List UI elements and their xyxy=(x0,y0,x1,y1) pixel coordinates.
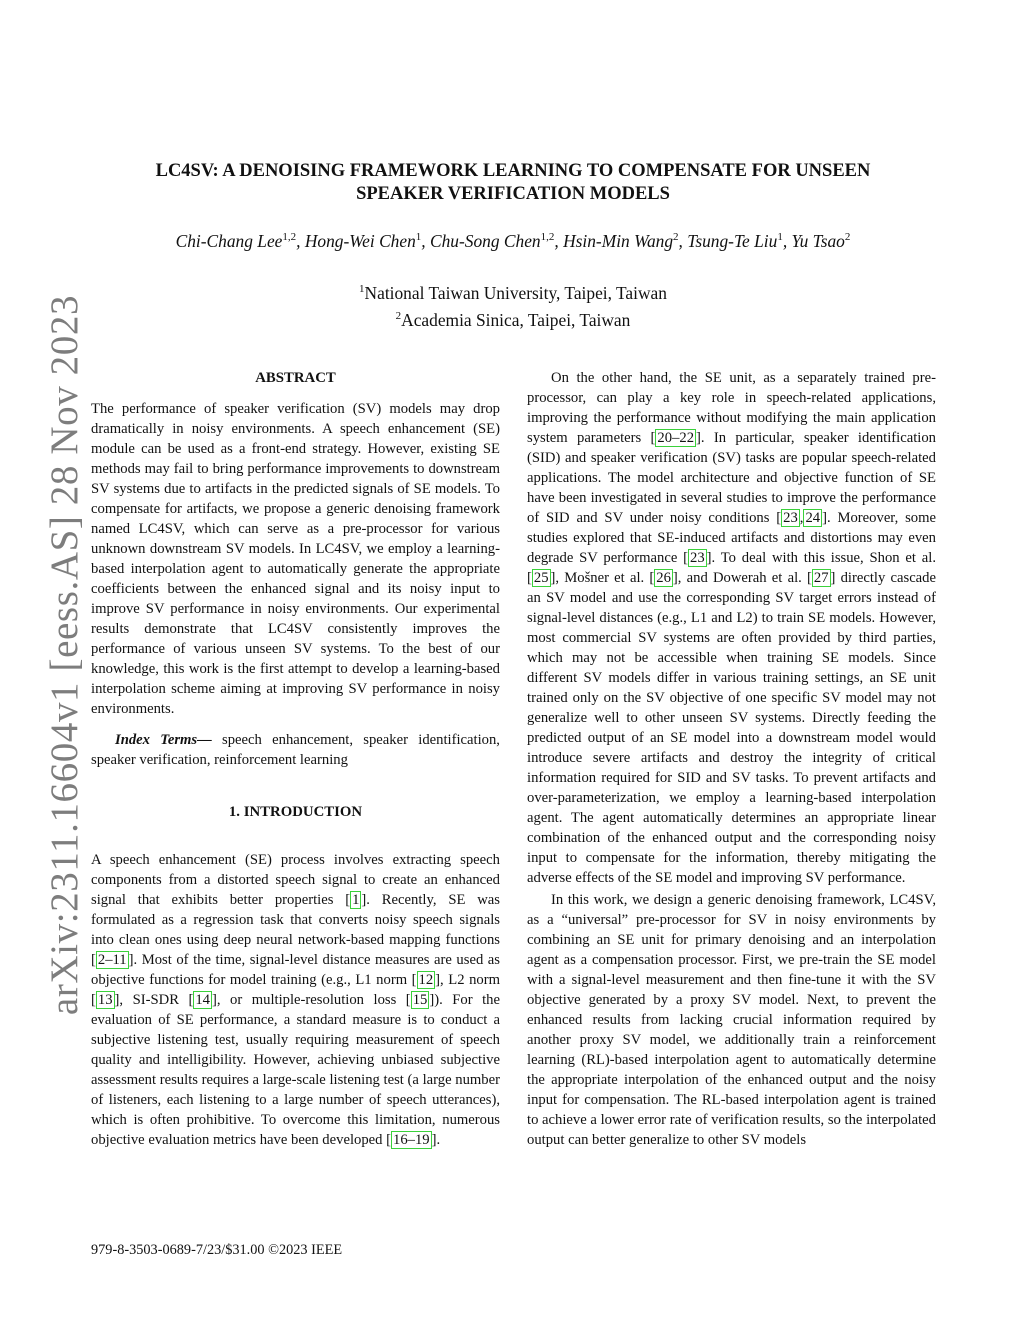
affiliation-mark: 2 xyxy=(395,309,402,322)
right-column xyxy=(527,368,936,1150)
citation-link[interactable]: 27 xyxy=(813,570,829,586)
author: Chi-Chang Lee xyxy=(175,231,283,251)
index-terms xyxy=(91,730,500,770)
citation-link[interactable]: 23 xyxy=(690,550,705,566)
affiliation-list xyxy=(90,278,936,332)
citation-link[interactable]: 25 xyxy=(533,570,549,586)
abstract-text: The performance of speaker verification (SV) models may drop dramatically in noisy environments. A speech enhancement (SE) module can be used as a front-end strategy. However, existing SE methods may fail to bring performance improvements to downstream SV systems due to artifacts in the predicted signals of SE models. To compensate for artifacts, we propose a generic denoising framework named LC4SV, which can serve as a pre-processor for various unknown downstream SV models. In LC4SV, we employ a learning-based interpolation agent to automatically generate the appropriate coefficients between the enhanced signal and its noisy input to improve SV performance in noisy environments. Our experimental results demonstrate that LC4SV consistently improves the performance of various unseen SV systems. To the best of our knowledge, this work is the first attempt to develop a learning-based interpolation scheme aiming at improving SV performance in noisy environments. xyxy=(91,401,500,717)
affiliation xyxy=(90,305,936,332)
citation-link[interactable]: 1 xyxy=(352,892,360,908)
citation-link[interactable]: 14 xyxy=(195,992,210,1008)
author: Hsin-Min Wang xyxy=(563,231,674,251)
copyright-footer: 979-8-3503-0689-7/23/$31.00 ©2023 IEEE xyxy=(91,1242,343,1258)
citation-link[interactable]: 20–22 xyxy=(657,430,695,446)
author: Chu-Song Chen xyxy=(429,231,541,251)
paper-title xyxy=(90,160,936,206)
citation-link[interactable]: 15 xyxy=(412,992,428,1008)
author-list: Chi-Chang Lee$^{1,2}$, Hong-Wei Chen$^1$, Chu-Song Chen$^{1,2}$, Hsin-Min Wang$^2$, Tsung-Te Liu$^1$, Yu Tsao$^2$ xyxy=(175,231,851,251)
citation-link[interactable]: 23 xyxy=(783,510,798,526)
author-affiliation-mark: 2 xyxy=(673,231,679,244)
intro-paragraph-3: In this work, we design a generic denoising framework, LC4SV, as a “universal” pre-processor for SV in noisy environments by combining an SE unit for primary denoising and an interpolation agent as a compensation processor. First, we pre-train the SE model with a signal-level measurement and then fine-tune it with the SV objective generated by a proxy SV model. Next, to prevent the enhanced results from lacking crucial information required by another proxy SV model, we additionally train a reinforcement learning (RL)-based interpolation agent to automatically determine the appropriate interpolation of the enhanced output and the noisy input for compensation. The RL-based interpolation agent is trained to achieve a lower error rate of verification results, so the interpolated output can better generalize to other SV models xyxy=(527,892,936,1148)
citation-link[interactable]: 24 xyxy=(805,510,821,526)
intro-paragraph-2: On the other hand, the SE unit, as a separately trained pre-processor, can play a key role in speech-related applications, improving the performance without modifying the main application system parameters [ 20–22 ]. In particular, speaker identification (SID) and speaker verification (SV) tasks are popular speech-related applications. The model architecture and objective function of SE have been investigated in several studies to improve the performance of SID and SV under noisy conditions [ 23 , 24 ]. Moreover, some studies explored that SE-induced artifacts and distortions may even degrade SV performance [ 23 ]. To deal with this issue, Shon et al. [ 25 ], Mošner et al. [ 26 ], and Dowerah et al. [ 27 ] directly cascade an SV model and use the corresponding SV target errors instead of signal-level distances (e.g., L1 and L2) to train SE models. However, most commercial SV systems are often provided by third parties, which may not be accessible when training SE models. Since different SV models differ in various training settings, an SE unit trained only on the SV objective of one specific SV model may not generalize well to other unseen SV systems. Directly feeding the predicted output of an SE model into a downstream model would introduce severe artifacts and destroy the integrity of critical information required for SID and SV tasks. To prevent artifacts and over-parameterization, we employ a learning-based interpolation agent. The agent automatically determines an appropriate linear combination of the enhanced output and the corresponding noisy input to compensate for the information, thereby mitigating the adverse effects of the SE model and improving SV performance. xyxy=(527,370,937,886)
author: Yu Tsao xyxy=(791,231,845,251)
author-affiliation-mark: 1 xyxy=(415,231,422,244)
citation-link[interactable]: 16–19 xyxy=(393,1132,430,1148)
title-line-2: SPEAKER VERIFICATION MODELS xyxy=(356,184,670,204)
author-affiliation-mark: 1 xyxy=(777,231,783,244)
intro-paragraph-1: A speech enhancement (SE) process involves extracting speech components from a distorted speech signal to create an enhanced signal that exhibits better properties [ 1 ]. Recently, SE was formulated as a regression task that converts noisy speech signals into clean ones using deep neural network-based mapping functions [ 2–11 ]. Most of the time, signal-level distance measures are used as objective functions for model training (e.g., L1 norm [ 12 ], L2 norm [ 13 ], SI-SDR [ 14 ], or multiple-resolution loss [ 15 ]). For the evaluation of SE performance, a standard measure is to conduct a subjective listening test, usually requiring measurement of speech quality and intelligibility. However, achieving unbiased subjective assessment results requires a large-scale listening test (a large number of listeners, each listening to a large number of speech utterances), which is often prohibitive. To overcome this limitation, numerous objective evaluation metrics have been developed [ 16–19 ]. xyxy=(91,852,500,1148)
author-affiliation-mark: 2 xyxy=(844,231,851,244)
affiliation-text: National Taiwan University, Taipei, Taiwan xyxy=(364,282,667,303)
index-terms-label: Index Terms— xyxy=(115,732,212,748)
introduction-heading: 1. INTRODUCTION xyxy=(228,804,363,820)
title-line-1: LC4SV: A DENOISING FRAMEWORK LEARNING TO COMPENSATE FOR UNSEEN xyxy=(155,161,871,181)
affiliation-mark: 1 xyxy=(359,283,365,295)
citation-link[interactable]: 26 xyxy=(656,570,671,586)
left-column xyxy=(91,368,500,1150)
affiliation-text: Academia Sinica, Taipei, Taiwan xyxy=(401,309,631,330)
affiliation xyxy=(90,278,936,305)
abstract-heading: ABSTRACT xyxy=(255,370,336,386)
author-affiliation-mark: 1,2 xyxy=(282,231,297,244)
index-terms-text: speech enhancement, speaker identification, speaker verification, reinforcement learning xyxy=(91,732,500,768)
citation-link[interactable]: 12 xyxy=(418,972,434,988)
arxiv-identifier: arXiv:2311.16604v1 [eess.AS] 28 Nov 2023 xyxy=(43,294,86,1016)
citation-link[interactable]: 13 xyxy=(97,992,113,1008)
author: Hong-Wei Chen xyxy=(304,231,416,251)
author-affiliation-mark: 1,2 xyxy=(540,231,555,244)
citation-link[interactable]: 2–11 xyxy=(97,952,127,968)
author: Tsung-Te Liu xyxy=(687,231,778,251)
